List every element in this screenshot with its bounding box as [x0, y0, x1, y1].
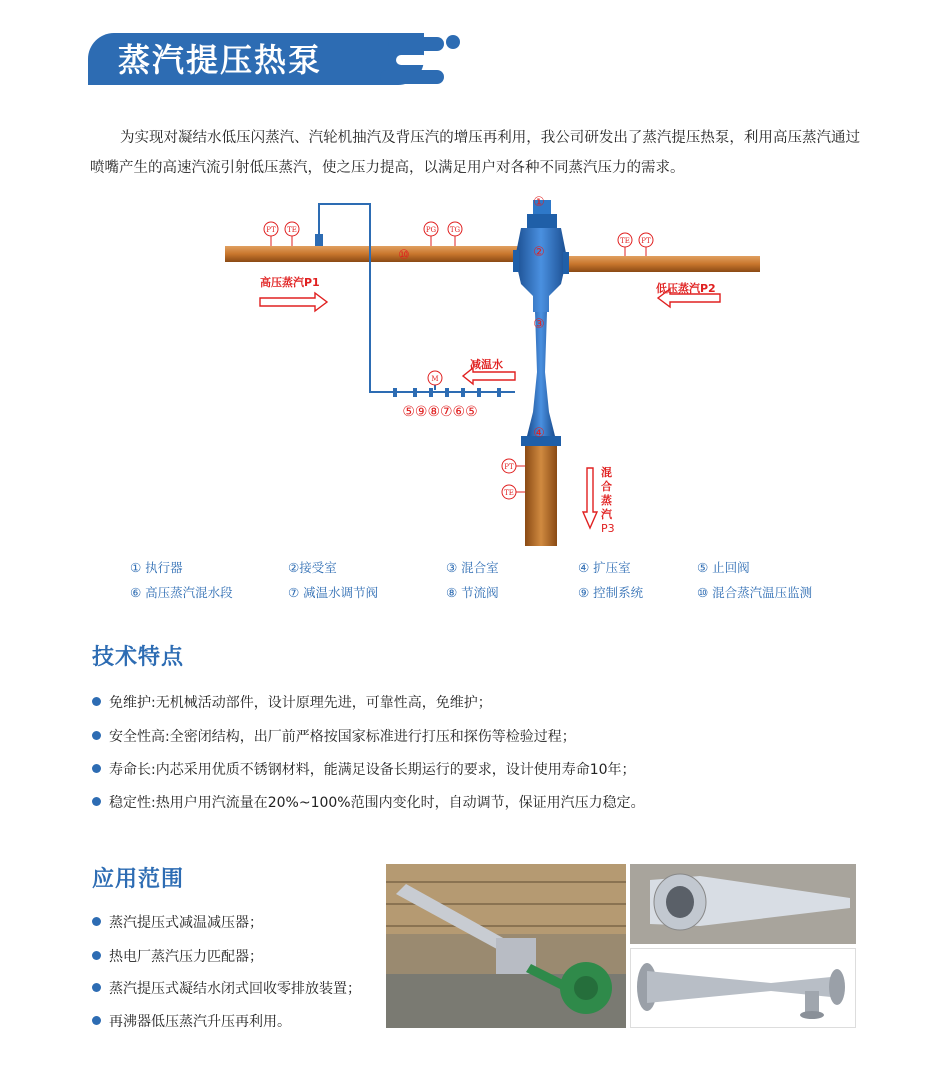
high-pressure-pipe — [225, 246, 525, 262]
legend-item: ④ 扩压室 — [578, 560, 631, 575]
legend-item: ⑩ 混合蒸汽温压监测 — [697, 585, 813, 600]
list-item: 热电厂蒸汽压力匹配器； — [92, 946, 263, 966]
svg-text:混: 混 — [601, 466, 612, 479]
svg-text:减温水: 减温水 — [470, 358, 503, 371]
legend-item: ⑥ 高压蒸汽混水段 — [130, 585, 233, 600]
title-decoration-dot — [446, 35, 460, 49]
svg-text:⑩: ⑩ — [398, 248, 410, 263]
list-item: 蒸汽提压式凝结水闭式回收零排放装置； — [92, 978, 361, 998]
steam-heat-pump-diagram — [215, 192, 775, 552]
bullet-dot-icon — [92, 731, 101, 740]
list-item: 安全性高:全密闭结构，出厂前严格按国家标准进行打压和探伤等检验过程； — [92, 726, 576, 746]
bullet-dot-icon — [92, 1016, 101, 1025]
bullet-dot-icon — [92, 764, 101, 773]
title-decoration — [380, 70, 444, 84]
legend-item: ① 执行器 — [130, 560, 183, 575]
svg-text:合: 合 — [601, 480, 612, 493]
legend-item: ③ 混合室 — [446, 560, 499, 575]
svg-text:PT: PT — [504, 463, 514, 471]
bullet-dot-icon — [92, 917, 101, 926]
bullet-dot-icon — [92, 983, 101, 992]
svg-text:TE: TE — [504, 489, 514, 497]
product-photo-installed — [386, 864, 626, 1028]
legend-item: ⑦ 减温水调节阀 — [288, 585, 379, 600]
mixed-steam-pipe — [525, 446, 557, 546]
legend-item: ⑤ 止回阀 — [697, 560, 750, 575]
legend-item: ⑨ 控制系统 — [578, 585, 644, 600]
svg-text:④: ④ — [533, 426, 545, 441]
product-photo-ejector-side — [630, 948, 856, 1028]
title-decoration — [388, 37, 444, 51]
product-photo-ejector-end — [630, 864, 856, 944]
svg-text:M: M — [431, 375, 439, 383]
list-item: 蒸汽提压式减温减压器； — [92, 912, 263, 932]
receiving-chamber — [515, 228, 567, 312]
features-heading: 技术特点 — [92, 645, 185, 670]
bullet-dot-icon — [92, 951, 101, 960]
list-item: 寿命长:内芯采用优质不锈钢材料，能满足设备长期运行的要求，设计使用寿命10年； — [92, 759, 636, 779]
svg-text:PT: PT — [266, 226, 276, 234]
page-title: 蒸汽提压热泵 — [118, 41, 323, 79]
svg-text:⑤⑨⑧⑦⑥⑤: ⑤⑨⑧⑦⑥⑤ — [402, 404, 478, 420]
list-item: 免维护:无机械活动部件，设计原理先进，可靠性高，免维护； — [92, 692, 492, 712]
svg-text:PT: PT — [641, 237, 651, 245]
legend-item: ⑧ 节流阀 — [446, 585, 499, 600]
applications-heading: 应用范围 — [92, 867, 185, 892]
svg-text:TE: TE — [287, 226, 297, 234]
list-item: 再沸器低压蒸汽升压再利用。 — [92, 1011, 291, 1031]
svg-text:TE: TE — [620, 237, 630, 245]
svg-text:低压蒸汽P2: 低压蒸汽P2 — [656, 282, 716, 295]
svg-text:②: ② — [533, 245, 545, 260]
bypass-line — [319, 204, 405, 392]
svg-text:汽: 汽 — [601, 508, 612, 521]
list-item: 稳定性:热用户用汽流量在20%~100%范围内变化时，自动调节，保证用汽压力稳定。 — [92, 792, 645, 812]
intro-paragraph: 为实现对凝结水低压闪蒸汽、汽轮机抽汽及背压汽的增压再利用，我公司研发出了蒸汽提压热泵，利用高压蒸汽通过喷嘴产生的高速汽流引射低压蒸汽，使之压力提高，以满足用户对各种不同蒸汽压力的需求。 — [90, 130, 860, 176]
bullet-dot-icon — [92, 697, 101, 706]
svg-text:P3: P3 — [601, 522, 615, 535]
svg-text:①: ① — [533, 195, 545, 210]
svg-text:PG: PG — [425, 226, 437, 234]
svg-text:③: ③ — [533, 317, 545, 332]
low-pressure-pipe — [560, 256, 760, 272]
svg-text:高压蒸汽P1: 高压蒸汽P1 — [260, 276, 320, 289]
svg-text:TG: TG — [449, 226, 461, 234]
legend-item: ②接受室 — [288, 560, 337, 575]
title-decoration-gap — [396, 55, 428, 65]
svg-text:蒸: 蒸 — [601, 494, 612, 507]
bullet-dot-icon — [92, 797, 101, 806]
